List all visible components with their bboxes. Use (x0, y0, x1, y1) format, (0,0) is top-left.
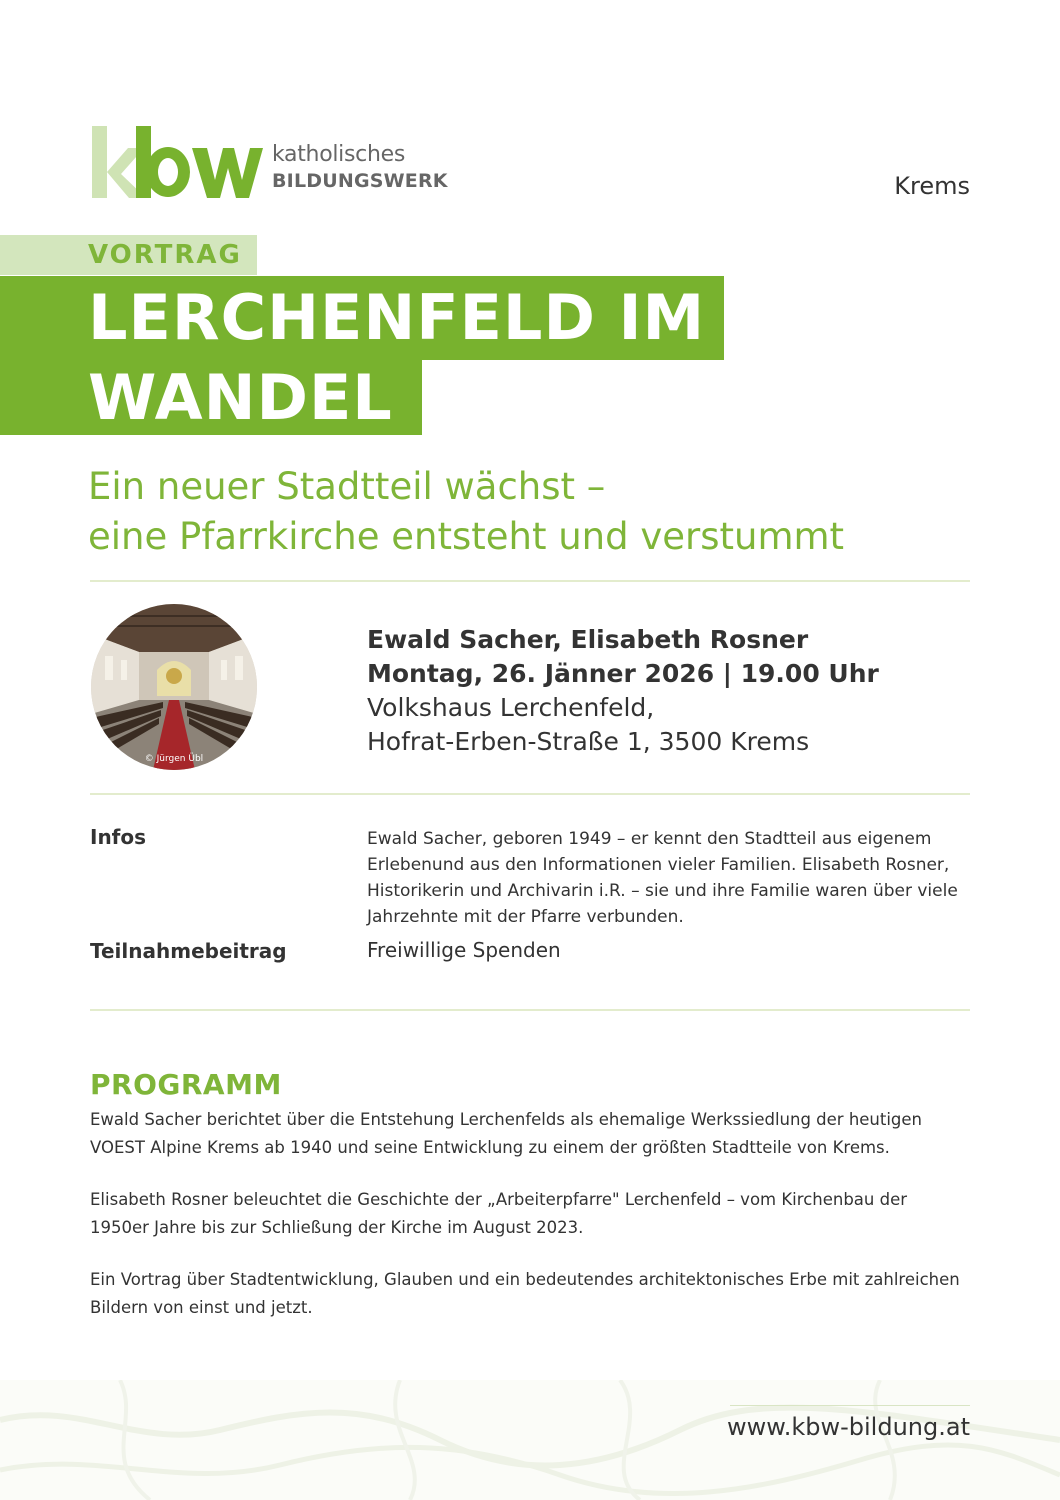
church-interior-photo (91, 604, 257, 770)
category-label: VORTRAG (88, 240, 242, 270)
infos-label: Infos (90, 825, 147, 849)
location-label: Krems (894, 172, 970, 200)
fee-text: Freiwillige Spenden (367, 938, 561, 962)
divider (90, 1009, 970, 1011)
programm-paragraph: Elisabeth Rosner beleuchtet die Geschichte der „Arbeiterpfarre" Lerchenfeld – vom Kirchenbau der 1950er Jahre bis zur Schließung der Kirche im August 2023. (90, 1190, 908, 1237)
logo-line-bildungswerk: BILDUNGSWERK (272, 170, 448, 192)
infos-text: Ewald Sacher, geboren 1949 – er kennt den Stadtteil aus eigenem Erlebenund aus den Informationen vieler Familien. Elisabeth Rosner, Historikerin und Archivarin i.R. – sie und ihre Familie waren über viele Jahrzehnte mit der Pfarre verbunden. (367, 829, 958, 927)
event-venue: Volkshaus Lerchenfeld, (367, 693, 655, 722)
event-subtitle (88, 462, 844, 562)
logo-line-katholisches: katholisches (272, 142, 405, 167)
event-speakers: Ewald Sacher, Elisabeth Rosner (367, 625, 809, 654)
event-address: Hofrat-Erben-Straße 1, 3500 Krems (367, 727, 810, 756)
photo-credit: © Jürgen Übl (144, 754, 204, 764)
kbw-logo-mark (88, 122, 263, 202)
programm-paragraph: Ewald Sacher berichtet über die Entstehung Lerchenfelds als ehemalige Werkssiedlung der heutigen VOEST Alpine Krems ab 1940 und seine Entwicklung zu einem der größten Stadtteile von Krems. (90, 1110, 923, 1157)
programm-heading: PROGRAMM (90, 1068, 282, 1101)
subtitle-line-2: eine Pfarrkirche entsteht und verstummt (88, 515, 845, 558)
programm-paragraph: Ein Vortrag über Stadtentwicklung, Glauben und ein bedeutendes architektonisches Erbe mit zahlreichen Bildern von einst und jetzt. (90, 1270, 960, 1317)
footer-divider (730, 1405, 970, 1406)
divider (90, 580, 970, 582)
event-date-time: Montag, 26. Jänner 2026 | 19.00 Uhr (367, 659, 879, 688)
subtitle-line-1: Ein neuer Stadtteil wächst – (88, 465, 606, 508)
fee-label: Teilnahmebeitrag (90, 939, 287, 963)
website-link[interactable]: www.kbw-bildung.at (727, 1413, 970, 1441)
divider (90, 793, 970, 795)
event-title-line-1: LERCHENFELD IM (88, 281, 706, 354)
event-title-line-2: WANDEL (88, 361, 393, 434)
